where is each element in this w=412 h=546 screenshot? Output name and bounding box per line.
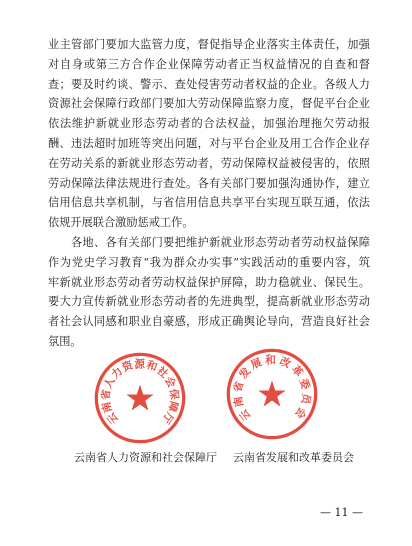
signatory-ndrc: 云南省发展和改革委员会 xyxy=(233,451,354,464)
text-line: 依法维护新就业形态劳动者的合法权益，加强治理拖欠劳动报 xyxy=(48,117,370,131)
text-line: 氛围。 xyxy=(48,334,82,348)
seal-lettering: 云南省发展和改革委员会 xyxy=(231,354,313,423)
text-line: 业主管部门要加大监管力度，督促指导企业落实主体责任，加强 xyxy=(48,38,370,51)
paragraph xyxy=(48,233,370,352)
star-icon xyxy=(258,381,285,407)
hrss-seal xyxy=(92,350,188,446)
text-line: 酬、违法超时加班等突出问题，对与平台企业及用工合作企业存 xyxy=(48,136,370,150)
page-number: — 11 — xyxy=(320,506,363,519)
text-line: 在劳动关系的新就业形态劳动者，劳动保障权益被侵害的，依照 xyxy=(48,156,370,170)
text-line: 作为党史学习教育“我为群众办实事”实践活动的重要内容，筑 xyxy=(48,255,370,269)
signatory-hrss: 云南省人力资源和社会保障厅 xyxy=(74,451,217,464)
text-line: 对自身或第三方合作企业保障劳动者正当权益情况的自查和督 xyxy=(48,57,370,71)
body-text xyxy=(48,35,370,352)
paragraph xyxy=(48,35,370,233)
text-line: 资源社会保障行政部门要加大劳动保障监察力度，督促平台企业 xyxy=(48,97,370,111)
text-line: 者社会认同感和职业自豪感，形成正确舆论导向，营造良好社会 xyxy=(48,315,370,329)
text-line: 要大力宣传新就业形态劳动者的先进典型，提高新就业形态劳动 xyxy=(48,295,370,309)
text-line: 查；要及时约谈、警示、查处侵害劳动者权益的企业。各级人力 xyxy=(48,77,370,91)
seal-lettering: 云南省人力资源和社会保障厅 xyxy=(99,358,181,426)
text-line: 信用信息共享机制，与省信用信息共享平台实现互联互通，依法 xyxy=(48,196,370,210)
text-line: 劳动保障法律法规进行查处。各有关部门要加强沟通协作，建立 xyxy=(48,176,370,190)
text-line: 各地、各有关部门要把维护新就业形态劳动者劳动权益保障 xyxy=(71,235,370,249)
text-line: 依规开展联合激励惩戒工作。 xyxy=(48,216,194,230)
text-line: 牢新就业形态劳动者劳动权益保护屏障，助力稳就业、保民生。 xyxy=(48,275,370,289)
ndrc-seal xyxy=(224,346,320,442)
star-icon xyxy=(126,385,153,411)
